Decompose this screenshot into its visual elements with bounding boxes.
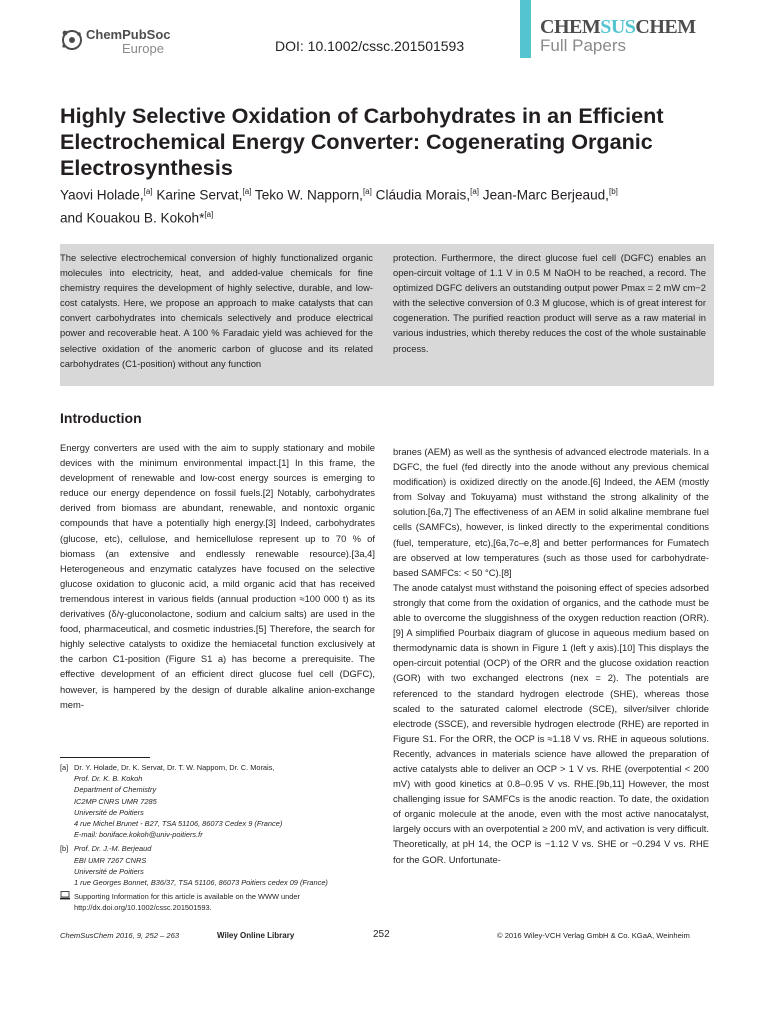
author: Cláudia Morais, — [375, 187, 471, 203]
publisher-region: Europe — [122, 41, 164, 56]
author: Karine Servat, — [156, 187, 243, 203]
wiley-online-library-link[interactable]: Wiley Online Library — [217, 931, 295, 940]
affiliation-a: [a] Dr. Y. Holade, Dr. K. Servat, Dr. T. W. Napporn, Dr. C. Morais, Prof. Dr. K. B. Kokoh Department of Chemistry IC2MP CNRS UMR 7285 Université de Poitiers 4 rue Michel Brunet - B27, TSA 51106, 86073 Cedex 9 (France) E-mail: boniface.kokoh@univ-poitiers.fr — [60, 763, 283, 840]
body-column-left: Energy converters are used with the aim to supply stationary and mobile devices with the minimum environmental impact.[1] In this frame, the development of renewable and low-cost energy sources is emerging to reduce our energy dependence on fossil fuels.[2] Notably, carbohydrates derived from biomass are abundant, renewable, and nontoxic organic compounds that have a potentially high energy.[3] Indeed, carbohydrates (glucose, etc), cellulose, and hemicellulose represent up to 70 % of biomass (an extensive and endlessly renewable resource).[3a,4] Heterogeneous and enzymatic catalyzes have focused on the selective glucose oxidation to gluconic acid, a mild organic acid that has received tremendous interest in various fields (annual production ≈100 000 t) as its derivatives (δ/γ-gluconolactone, sodium and calcium salts) are used in the food, pharmaceutical, and cosmetic industries.[5] Therefore, the search for highly selective catalysts to oxidize the hemiacetal function exclusively at the carbon C1-position (Figure S1 a) has become a prerequisite. The effective development of an efficient direct glucose fuel cell (DGFC), however, is hampered by the design of durable alkaline anion-exchange mem- — [60, 442, 375, 710]
author-list: Yaovi Holade,[a] Karine Servat,[a] Teko W. Napporn,[a] Cláudia Morais,[a] Jean-Marc Berjeaud,[b] and Kouakou B. Kokoh*[a] — [60, 187, 618, 226]
affiliations — [60, 762, 380, 914]
author: and Kouakou B. Kokoh* — [60, 210, 205, 226]
abstract-column-1: The selective electrochemical conversion of highly functionalized organic molecules into electricity, heat, and added-value chemicals for fine chemistry requires the development of highly selective, durable, and low-cost catalysts. Here, we propose an approach to make catalysts that can convert carbohydrates into chemicals selectively and produce electrical power and recoverable heat. A 100 % Faradaic yield was achieved for the selective oxidation of the anomeric carbon of glucose and its related carbohydrates (C1-position) without any function — [60, 252, 373, 369]
article-section: Full Papers — [540, 36, 626, 55]
supporting-info: Supporting Information for this article is available on the WWW under http://dx.doi.org/10.1002/cssc.201501593. — [60, 891, 380, 913]
doi[interactable]: DOI: 10.1002/cssc.201501593 — [275, 38, 465, 54]
computer-icon — [60, 891, 70, 903]
abstract-column-2: protection. Furthermore, the direct glucose fuel cell (DGFC) enables an open-circuit voltage of 1.1 V in 0.5 M NaOH to be reached, a record. The optimized DGFC delivers an outstanding output power Pmax = 2 mW cm−2 with the selective conversion of 0.3 M glucose, which is of great interest for cogeneration. The purified reaction product will serve as a raw material in various industries, which thereby reduces the cost of the whole sustainable process. — [393, 252, 706, 354]
author: Teko W. Napporn, — [254, 187, 363, 203]
author: Yaovi Holade, — [60, 187, 144, 203]
publisher-name: ChemPubSoc — [86, 27, 171, 42]
abstract-box — [60, 244, 714, 386]
publisher-logo — [60, 26, 210, 60]
supporting-info-link[interactable]: http://dx.doi.org/10.1002/cssc.201501593. — [74, 903, 212, 913]
article-title: Highly Selective Oxidation of Carbohydrates in an Efficient Electrochemical Energy Converter: Cogenerating Organic Electrosynthesis — [60, 103, 664, 180]
journal-color-bar — [520, 0, 531, 58]
citation: ChemSusChem 2016, 9, 252 – 263 — [60, 931, 180, 940]
journal-name: CHEMSUSCHEM — [540, 16, 696, 38]
affiliation-b: [b] Prof. Dr. J.-M. Berjeaud EBI UMR 7267 CNRS Université de Poitiers 1 rue Georges Bonnet, B36/37, TSA 51106, 86073 Poitiers cedex 09 (France) — [60, 844, 328, 888]
section-heading: Introduction — [60, 410, 142, 426]
chempubsoc-logo-icon — [60, 28, 84, 52]
page-number: 252 — [373, 929, 390, 940]
author: Jean-Marc Berjeaud, — [482, 187, 609, 203]
copyright: © 2016 Wiley-VCH Verlag GmbH & Co. KGaA, Weinheim — [497, 931, 690, 940]
footnote-rule — [60, 757, 150, 758]
body-column-right: branes (AEM) as well as the synthesis of advanced electrode materials. In a DGFC, the fuel (fed directly into the anode without any previous chemical modification) is oxidized directly on the anode.[6] Indeed, the AEM (mostly from Solvay and Tokuyama) must withstand the strong alkalinity of the solution.[6a,7] The effectiveness of an AEM in solid alkaline membrane fuel cells (SAMFCs), however, is linked directly to the experimental conditions (fuel, temperature, etc),[6a,7c–e,8] and better performances for Fumatech are observed at low temperatures (such as those used for carbohydrate-based SAMFCs: < 50 °C).[8] The anode catalyst must withstand the poisoning effect of species adsorbed strongly that come from the oxidation of organics, and the cathode must be able to overcome the sluggishness of the oxygen reduction reaction (ORR).[9] A simplified Pourbaix diagram of glucose in aqueous medium based on thermodynamic data is shown in Figure 1 (left y axis).[10] This displays the open-circuit potential (OCP) of the ORR and the glucose oxidation reaction (GOR) with two exchanged electrons (nex = 2). The potentials are referenced to the standard hydrogen electrode (SHE), whereas those scaled to the saturated calomel electrode (SCE), silver/silver chloride electrode (SSCE), and reversible hydrogen electrode (RHE) are reported in Figure S1. For the ORR, the OCP is ≈1.18 V vs. RHE in aqueous solutions. Recently, advances in materials science have allowed the preparation of active catalysts able to deliver an OCP > 1 V vs. RHE (overpotential < 200 mV) with good kinetics at 0.8–0.95 V vs. RHE.[9b,11] However, the most challenging issue for SAMFCs is the anodic reaction. To date, the oxidation of organic molecule at the anode, even with the most active nanocatalyst, largely occurs with an overpotential ≥ 200 mV, and activation is very difficult. Theoretically, at pH 14, the OCP is −1.12 V vs. SHE or −0.294 V vs. RHE for the GOR. Unfortunate- — [393, 446, 709, 865]
contact-email[interactable]: E-mail: boniface.kokoh@univ-poitiers.fr — [74, 830, 203, 840]
